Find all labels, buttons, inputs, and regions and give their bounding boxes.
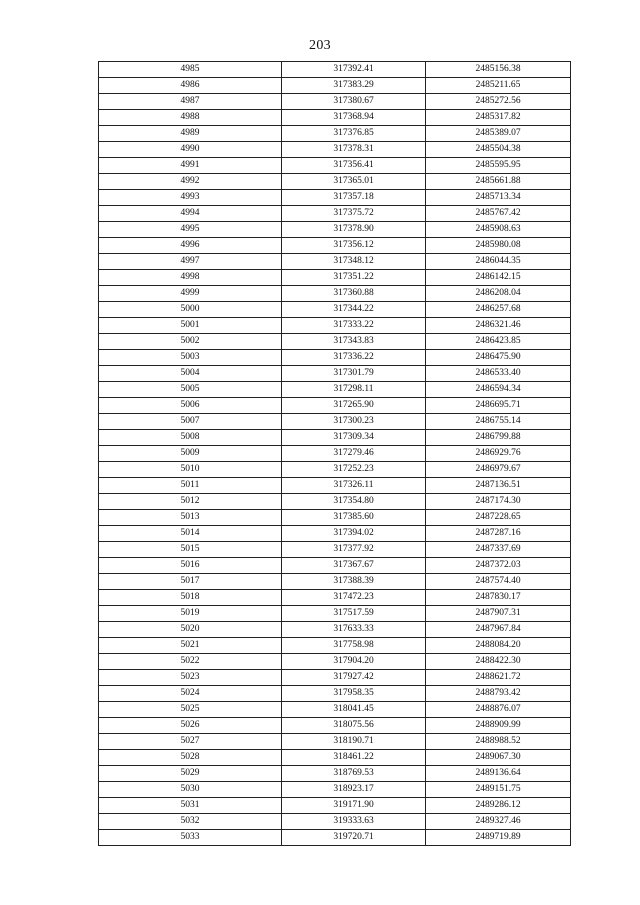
x-coordinate-cell: 317377.92 — [282, 542, 426, 558]
y-coordinate-cell: 2488876.07 — [426, 702, 571, 718]
x-coordinate-cell: 317958.35 — [282, 686, 426, 702]
table-row — [99, 446, 571, 462]
x-coordinate-cell: 317333.22 — [282, 318, 426, 334]
point-id-cell: 5001 — [99, 318, 282, 334]
y-coordinate-cell: 2487967.84 — [426, 622, 571, 638]
point-id-cell: 5022 — [99, 654, 282, 670]
point-id-cell: 4997 — [99, 254, 282, 270]
y-coordinate-cell: 2489136.64 — [426, 766, 571, 782]
x-coordinate-cell: 317301.79 — [282, 366, 426, 382]
y-coordinate-cell: 2486321.46 — [426, 318, 571, 334]
y-coordinate-cell: 2487287.16 — [426, 526, 571, 542]
point-id-cell: 5000 — [99, 302, 282, 318]
y-coordinate-cell: 2485908.63 — [426, 222, 571, 238]
y-coordinate-cell: 2486695.71 — [426, 398, 571, 414]
x-coordinate-cell: 317309.34 — [282, 430, 426, 446]
table-row — [99, 190, 571, 206]
table-row — [99, 302, 571, 318]
table-row — [99, 350, 571, 366]
point-id-cell: 5018 — [99, 590, 282, 606]
x-coordinate-cell: 318075.56 — [282, 718, 426, 734]
y-coordinate-cell: 2486755.14 — [426, 414, 571, 430]
x-coordinate-cell: 317376.85 — [282, 126, 426, 142]
table-row — [99, 62, 571, 78]
x-coordinate-cell: 318461.22 — [282, 750, 426, 766]
point-id-cell: 5005 — [99, 382, 282, 398]
point-id-cell: 4986 — [99, 78, 282, 94]
table-row — [99, 254, 571, 270]
table-row — [99, 174, 571, 190]
point-id-cell: 5027 — [99, 734, 282, 750]
y-coordinate-cell: 2486594.34 — [426, 382, 571, 398]
x-coordinate-cell: 317378.31 — [282, 142, 426, 158]
x-coordinate-cell: 318769.53 — [282, 766, 426, 782]
point-id-cell: 5009 — [99, 446, 282, 462]
y-coordinate-cell: 2489151.75 — [426, 782, 571, 798]
y-coordinate-cell: 2487907.31 — [426, 606, 571, 622]
point-id-cell: 5015 — [99, 542, 282, 558]
x-coordinate-cell: 318923.17 — [282, 782, 426, 798]
y-coordinate-cell: 2487830.17 — [426, 590, 571, 606]
table-row — [99, 670, 571, 686]
point-id-cell: 4987 — [99, 94, 282, 110]
table-row — [99, 766, 571, 782]
point-id-cell: 4998 — [99, 270, 282, 286]
y-coordinate-cell: 2486044.35 — [426, 254, 571, 270]
point-id-cell: 5023 — [99, 670, 282, 686]
x-coordinate-cell: 317252.23 — [282, 462, 426, 478]
table-row — [99, 382, 571, 398]
point-id-cell: 4985 — [99, 62, 282, 78]
x-coordinate-cell: 318041.45 — [282, 702, 426, 718]
point-id-cell: 4991 — [99, 158, 282, 174]
table-row — [99, 510, 571, 526]
table-row — [99, 814, 571, 830]
y-coordinate-cell: 2485156.38 — [426, 62, 571, 78]
table-row — [99, 526, 571, 542]
table-row — [99, 702, 571, 718]
point-id-cell: 5026 — [99, 718, 282, 734]
table-row — [99, 782, 571, 798]
table-row — [99, 126, 571, 142]
y-coordinate-cell: 2489067.30 — [426, 750, 571, 766]
y-coordinate-cell: 2487174.30 — [426, 494, 571, 510]
table-row — [99, 606, 571, 622]
table-row — [99, 142, 571, 158]
y-coordinate-cell: 2485211.65 — [426, 78, 571, 94]
y-coordinate-cell: 2489719.89 — [426, 830, 571, 846]
point-id-cell: 5010 — [99, 462, 282, 478]
point-id-cell: 5008 — [99, 430, 282, 446]
point-id-cell: 4999 — [99, 286, 282, 302]
point-id-cell: 5017 — [99, 574, 282, 590]
point-id-cell: 5019 — [99, 606, 282, 622]
y-coordinate-cell: 2485661.88 — [426, 174, 571, 190]
y-coordinate-cell: 2486533.40 — [426, 366, 571, 382]
y-coordinate-cell: 2489286.12 — [426, 798, 571, 814]
point-id-cell: 5025 — [99, 702, 282, 718]
x-coordinate-cell: 317367.67 — [282, 558, 426, 574]
point-id-cell: 5029 — [99, 766, 282, 782]
x-coordinate-cell: 317904.20 — [282, 654, 426, 670]
y-coordinate-cell: 2485389.07 — [426, 126, 571, 142]
table-row — [99, 270, 571, 286]
table-row — [99, 734, 571, 750]
table-row — [99, 78, 571, 94]
x-coordinate-cell: 317927.42 — [282, 670, 426, 686]
x-coordinate-cell: 317368.94 — [282, 110, 426, 126]
y-coordinate-cell: 2488793.42 — [426, 686, 571, 702]
point-id-cell: 5033 — [99, 830, 282, 846]
table-row — [99, 206, 571, 222]
table-row — [99, 462, 571, 478]
x-coordinate-cell: 317336.22 — [282, 350, 426, 366]
x-coordinate-cell: 317758.98 — [282, 638, 426, 654]
y-coordinate-cell: 2489327.46 — [426, 814, 571, 830]
x-coordinate-cell: 317344.22 — [282, 302, 426, 318]
y-coordinate-cell: 2485713.34 — [426, 190, 571, 206]
y-coordinate-cell: 2488084.20 — [426, 638, 571, 654]
point-id-cell: 4988 — [99, 110, 282, 126]
x-coordinate-cell: 317392.41 — [282, 62, 426, 78]
table-row — [99, 478, 571, 494]
x-coordinate-cell: 319171.90 — [282, 798, 426, 814]
table-row — [99, 494, 571, 510]
table-row — [99, 158, 571, 174]
x-coordinate-cell: 317343.83 — [282, 334, 426, 350]
y-coordinate-cell: 2486142.15 — [426, 270, 571, 286]
x-coordinate-cell: 317279.46 — [282, 446, 426, 462]
x-coordinate-cell: 317383.29 — [282, 78, 426, 94]
point-id-cell: 5016 — [99, 558, 282, 574]
point-id-cell: 4993 — [99, 190, 282, 206]
table-row — [99, 110, 571, 126]
page-number: 203 — [309, 38, 331, 53]
table-row — [99, 318, 571, 334]
y-coordinate-cell: 2485317.82 — [426, 110, 571, 126]
y-coordinate-cell: 2487228.65 — [426, 510, 571, 526]
coordinate-table-body — [99, 62, 571, 846]
table-row — [99, 366, 571, 382]
point-id-cell: 4990 — [99, 142, 282, 158]
y-coordinate-cell: 2486208.04 — [426, 286, 571, 302]
point-id-cell: 5032 — [99, 814, 282, 830]
table-row — [99, 334, 571, 350]
table-row — [99, 750, 571, 766]
x-coordinate-cell: 317326.11 — [282, 478, 426, 494]
table-row — [99, 414, 571, 430]
point-id-cell: 5014 — [99, 526, 282, 542]
x-coordinate-cell: 317351.22 — [282, 270, 426, 286]
point-id-cell: 5007 — [99, 414, 282, 430]
point-id-cell: 5003 — [99, 350, 282, 366]
point-id-cell: 5011 — [99, 478, 282, 494]
point-id-cell: 4995 — [99, 222, 282, 238]
table-row — [99, 686, 571, 702]
point-id-cell: 4996 — [99, 238, 282, 254]
y-coordinate-cell: 2487372.03 — [426, 558, 571, 574]
x-coordinate-cell: 317265.90 — [282, 398, 426, 414]
x-coordinate-cell: 317354.80 — [282, 494, 426, 510]
x-coordinate-cell: 317360.88 — [282, 286, 426, 302]
x-coordinate-cell: 317298.11 — [282, 382, 426, 398]
point-id-cell: 5028 — [99, 750, 282, 766]
table-row — [99, 286, 571, 302]
table-row — [99, 654, 571, 670]
x-coordinate-cell: 317356.12 — [282, 238, 426, 254]
point-id-cell: 5013 — [99, 510, 282, 526]
table-row — [99, 798, 571, 814]
x-coordinate-cell: 317380.67 — [282, 94, 426, 110]
y-coordinate-cell: 2486257.68 — [426, 302, 571, 318]
x-coordinate-cell: 317356.41 — [282, 158, 426, 174]
point-id-cell: 4994 — [99, 206, 282, 222]
y-coordinate-cell: 2488909.99 — [426, 718, 571, 734]
x-coordinate-cell: 317385.60 — [282, 510, 426, 526]
table-row — [99, 638, 571, 654]
point-id-cell: 4989 — [99, 126, 282, 142]
y-coordinate-cell: 2488422.30 — [426, 654, 571, 670]
table-row — [99, 574, 571, 590]
y-coordinate-cell: 2486799.88 — [426, 430, 571, 446]
x-coordinate-cell: 319333.63 — [282, 814, 426, 830]
table-row — [99, 398, 571, 414]
x-coordinate-cell: 317388.39 — [282, 574, 426, 590]
table-row — [99, 718, 571, 734]
x-coordinate-cell: 317394.02 — [282, 526, 426, 542]
y-coordinate-cell: 2487337.69 — [426, 542, 571, 558]
x-coordinate-cell: 319720.71 — [282, 830, 426, 846]
y-coordinate-cell: 2486929.76 — [426, 446, 571, 462]
table-row — [99, 622, 571, 638]
point-id-cell: 5002 — [99, 334, 282, 350]
x-coordinate-cell: 317365.01 — [282, 174, 426, 190]
table-row — [99, 558, 571, 574]
point-id-cell: 5030 — [99, 782, 282, 798]
y-coordinate-cell: 2487574.40 — [426, 574, 571, 590]
table-row — [99, 830, 571, 846]
y-coordinate-cell: 2485595.95 — [426, 158, 571, 174]
y-coordinate-cell: 2488988.52 — [426, 734, 571, 750]
point-id-cell: 5006 — [99, 398, 282, 414]
point-id-cell: 4992 — [99, 174, 282, 190]
y-coordinate-cell: 2488621.72 — [426, 670, 571, 686]
y-coordinate-cell: 2485767.42 — [426, 206, 571, 222]
point-id-cell: 5004 — [99, 366, 282, 382]
x-coordinate-cell: 317517.59 — [282, 606, 426, 622]
table-row — [99, 222, 571, 238]
y-coordinate-cell: 2485980.08 — [426, 238, 571, 254]
x-coordinate-cell: 317300.23 — [282, 414, 426, 430]
point-id-cell: 5031 — [99, 798, 282, 814]
y-coordinate-cell: 2487136.51 — [426, 478, 571, 494]
x-coordinate-cell: 317357.18 — [282, 190, 426, 206]
point-id-cell: 5024 — [99, 686, 282, 702]
x-coordinate-cell: 317348.12 — [282, 254, 426, 270]
x-coordinate-cell: 317375.72 — [282, 206, 426, 222]
point-id-cell: 5020 — [99, 622, 282, 638]
y-coordinate-cell: 2485272.56 — [426, 94, 571, 110]
table-row — [99, 238, 571, 254]
table-row — [99, 94, 571, 110]
x-coordinate-cell: 318190.71 — [282, 734, 426, 750]
y-coordinate-cell: 2486979.67 — [426, 462, 571, 478]
y-coordinate-cell: 2485504.38 — [426, 142, 571, 158]
x-coordinate-cell: 317472.23 — [282, 590, 426, 606]
x-coordinate-cell: 317378.90 — [282, 222, 426, 238]
table-row — [99, 430, 571, 446]
table-row — [99, 590, 571, 606]
table-row — [99, 542, 571, 558]
point-id-cell: 5012 — [99, 494, 282, 510]
y-coordinate-cell: 2486423.85 — [426, 334, 571, 350]
x-coordinate-cell: 317633.33 — [282, 622, 426, 638]
y-coordinate-cell: 2486475.90 — [426, 350, 571, 366]
point-id-cell: 5021 — [99, 638, 282, 654]
coordinate-table — [98, 61, 571, 846]
